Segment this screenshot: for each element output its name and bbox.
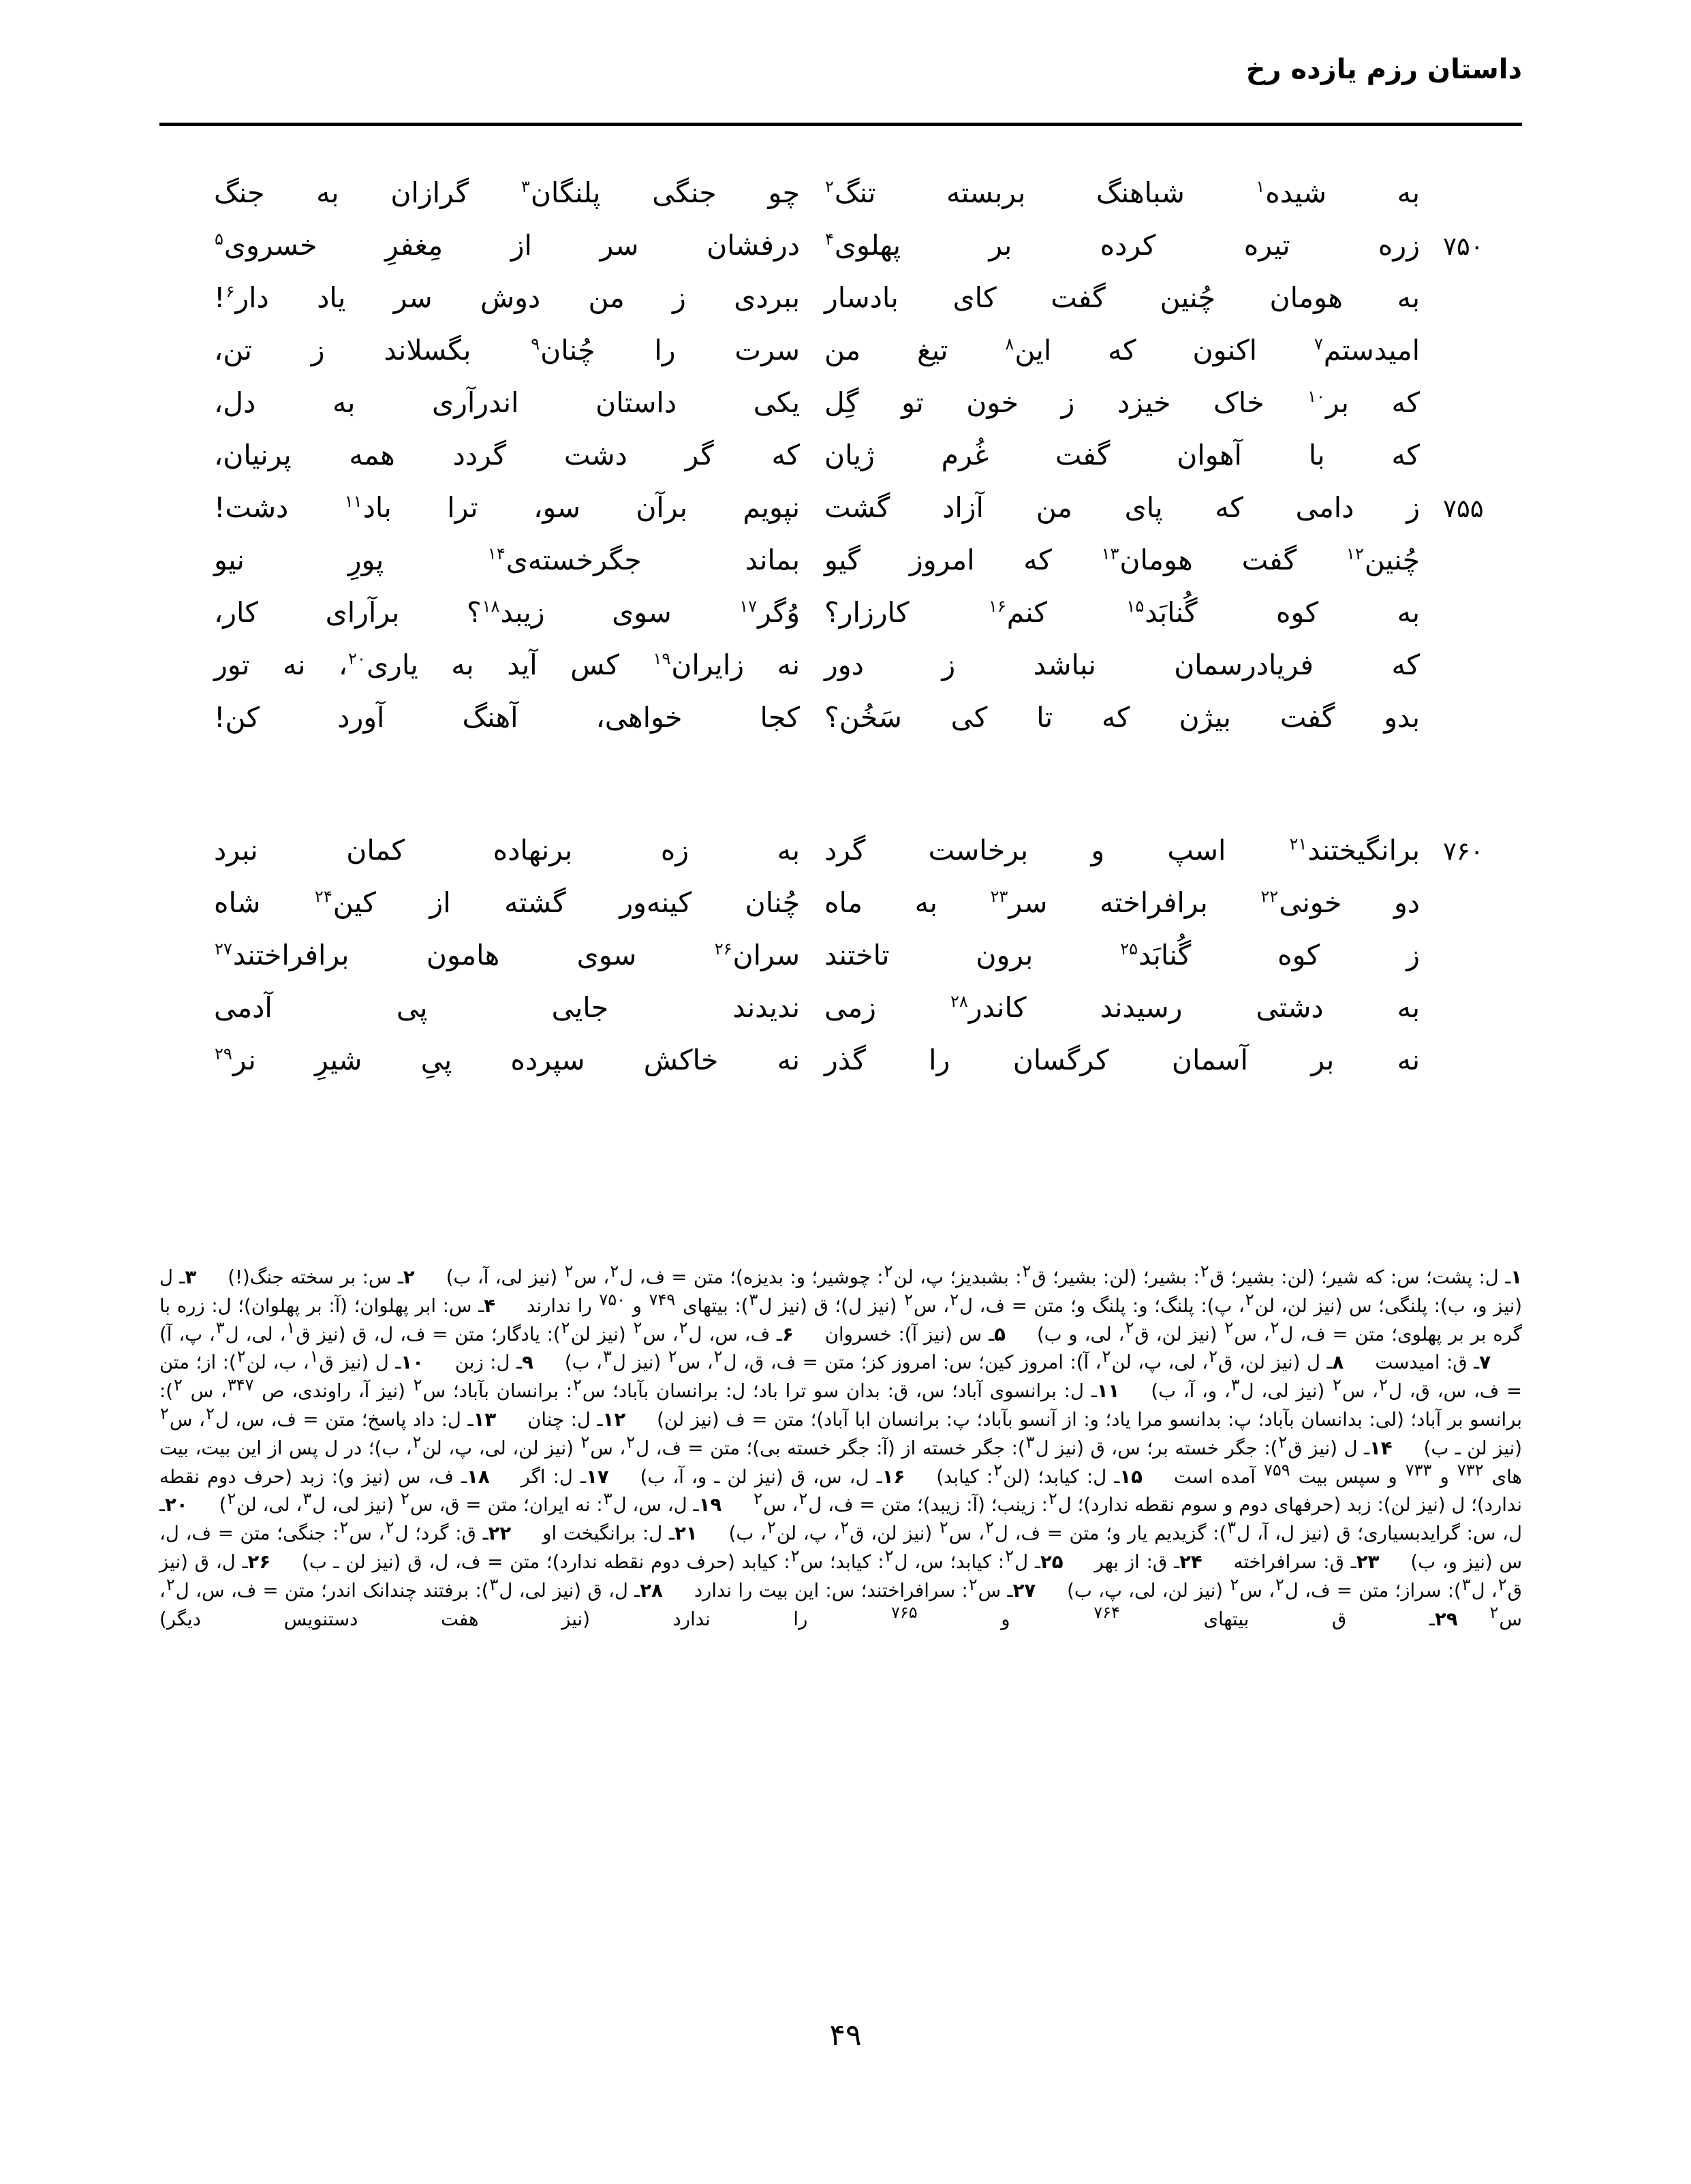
verse-line (159, 941, 1522, 993)
note-number: ۲۵ (1040, 1550, 1064, 1573)
apparatus-note (159, 1603, 1458, 1630)
note-number: ۲۸ (640, 1579, 663, 1602)
apparatus-note (521, 1466, 609, 1488)
note-number: ۹ (522, 1352, 533, 1374)
verse-line (159, 598, 1522, 651)
note-number: ۳ (185, 1266, 197, 1288)
note-text: ـ ل: برانسوی آباد؛ س، ق: بدان سو ترا باد؛ ل: برانسان بآباد؛ س$^۲$: برانسان بآباد؛ س$^۲$ (نیز آ، راوندی، ص $^{۳۴۷}$، س $^۲$): برانسو بر آباد؛ (لی: بدانسان بآباد؛ پ: بدانسو مرا یاد؛ و: از آنسو بآباد؛ پ: برانسان ابا آباد)؛ متن = ف (نیز لن) (159, 1375, 1522, 1431)
note-number: ۱۵ (1119, 1465, 1143, 1488)
apparatus-note (1234, 1551, 1380, 1573)
verse-stanza (159, 178, 1522, 755)
note-text: ـ ل، س: گرایدبسیاری؛ ق (نیز ل، آ، ل$^۳$): گزیدیم یار و؛ متن = ف، ل$^۲$، س$^۲$ (نیز لن، ق$^۲$، پ، لن$^۲$، ب) (159, 1494, 1523, 1545)
note-number: ۱۸ (467, 1465, 490, 1488)
note-text: ـ ل (نیز ق$^۲$): جگر خسته بر؛ س، ق (نیز ل$^۳$): جگر خسته از (آ: جگر خسته بی)؛ متن = ف، ل$^۲$، س$^۲$ (نیز لن، لی، پ، لن$^۲$، ب)؛ در ل پس از این بیت، بیت های $^{۷۳۲}$ و $^{۷۳۳}$ و سپس بیت $^{۷۵۹}$ آمده است (159, 1432, 1523, 1488)
hemistich-right: ز دامی که پای من آزاد گشت (824, 491, 1420, 524)
verse-number: ۷۶۰ (1443, 837, 1484, 866)
note-text: ـ س (نیز آ): خسروان (824, 1323, 995, 1345)
verse-line (159, 836, 1522, 888)
hemistich-left: چُنان کینه‌ور گشته از کین$^{۲۴}$ شاه (214, 886, 800, 919)
note-text: ـ ل: پشت؛ س: که شیر؛ (لن: بشیر؛ ق$^۲$: بشیر؛ (لن: بشیر؛ ق$^۲$: بشبدیز؛ پ، لن$^۲$: چوشیر؛ و: بدیزه)؛ متن = ف، ل$^۲$، س$^۲$ (نیز لی، آ، ب) (446, 1261, 1511, 1288)
hemistich-left: چو جنگی پلنگان$^۳$ گرازان به جنگ (214, 176, 800, 209)
header-divider-rule (159, 123, 1522, 126)
note-number: ۲۷ (1012, 1579, 1036, 1602)
apparatus-note (455, 1352, 533, 1373)
note-number: ۸ (1332, 1352, 1344, 1374)
note-text: ـ ق: گرد؛ ل$^۲$، س$^۲$: جنگی؛ متن = ف، ل، س (نیز و، ب) (159, 1518, 1523, 1573)
hemistich-right: به هومان چُنین گفت کای بادسار (824, 281, 1420, 314)
apparatus-note (1375, 1352, 1491, 1373)
hemistich-left: نه خاکش سپرده پیِ شیرِ نر$^{۲۹}$ (215, 1044, 800, 1076)
note-text: ـ ل: برانگیخت او (542, 1523, 675, 1545)
verse-number: ۷۵۰ (1443, 232, 1484, 261)
apparatus-note (936, 1461, 1143, 1488)
verse-line (159, 703, 1522, 755)
apparatus-note (159, 1318, 794, 1345)
hemistich-right: که بر$^{۱۰}$ خاک خیزد ز خون تو گِل (824, 386, 1420, 419)
verse-line (159, 888, 1522, 941)
hemistich-right: که با آهوان گفت غُرم ژیان (824, 439, 1420, 471)
note-text: ـ ل، ق (نیز لی، ل$^۳$): برفتند چندانک اندر؛ متن = ف، س، ل$^۲$، س$^۲$ (159, 1574, 1522, 1630)
hemistich-left: سران$^{۲۶}$ سوی هامون برافراختند$^{۲۷}$ (215, 939, 800, 971)
note-text: ـ ل (نیز لن، ق$^۲$، لی، پ، لن$^۲$، آ): امروز کین؛ س: امروز کز؛ متن = ف، ق، ل$^۲$، س$^۲$ (نیز ل$^۳$، ب) (564, 1347, 1333, 1374)
note-text: ـ ل، س، ق (نیز لن ـ و، آ، ب) (640, 1465, 882, 1488)
note-number: ۱۳ (473, 1408, 497, 1431)
note-number: ۲۲ (488, 1523, 512, 1545)
apparatus-note (219, 1489, 722, 1516)
note-number: ۲۶ (247, 1550, 271, 1573)
note-text: ـ ل (نیز ق$^۱$، ب، لن$^۲$): از؛ متن = ف، س، ق، ل$^۲$، س$^۲$ (نیز لی، ل$^۳$، و، آ، ب) (159, 1347, 1523, 1403)
note-number: ۱۱ (1096, 1380, 1120, 1403)
hemistich-left: سرت را چُنان$^۹$ بگسلاند ز تن، (214, 334, 800, 366)
note-number: ۲۳ (1356, 1550, 1380, 1573)
note-number: ۲۴ (1179, 1550, 1203, 1573)
hemistich-right: به کوه گُنابَد$^{۱۵}$ کنم$^{۱۶}$ کارزار؟ (824, 596, 1420, 629)
note-text: ـ س: بر سخته جنگ(!) (228, 1266, 403, 1288)
hemistich-left: کجا خواهی، آهنگ آورد کن! (214, 701, 800, 734)
note-text: ـ ل، ق (نیز ق$^۲$، ل$^۳$): سراز؛ متن = ف، ل$^۲$، س$^۲$ (نیز لن، لی، پ، ب) (159, 1550, 1522, 1602)
critical-apparatus-footnotes (159, 1261, 1523, 1634)
hemistich-right: بدو گفت بیژن که تا کی سَخُن؟ (824, 701, 1420, 734)
apparatus-note (640, 1466, 905, 1488)
hemistich-left: که گر دشت گردد همه پرنیان، (214, 439, 800, 471)
verse-line (159, 283, 1522, 336)
apparatus-note (564, 1347, 1344, 1374)
hemistich-right: چُنین$^{۱۲}$ گفت هومان$^{۱۳}$ که امروز گیو (824, 544, 1421, 576)
note-number: ۲ (403, 1266, 415, 1288)
note-text: ـ ق: از بهر (1094, 1550, 1180, 1573)
note-number: ۱۰ (401, 1352, 424, 1374)
note-text: ـ ق: سرافراخته (1233, 1550, 1356, 1573)
note-number: ۱۷ (586, 1465, 609, 1488)
hemistich-left: بماند جگرخسته‌ی$^{۱۴}$ پورِ نیو (214, 544, 800, 576)
hemistich-left: ببردی ز من دوش سر یاد دار$^۶$! (214, 281, 800, 314)
hemistich-right: زره تیره کرده بر پهلوی$^۴$ (825, 229, 1420, 262)
hemistich-right: امیدستم$^۷$ اکنون که این$^۸$ تیغ من (824, 334, 1421, 366)
note-text: ـ س: ابر پهلوان؛ (آ: بر پهلوان)؛ ل: زره با گره بر بر پهلوی؛ متن = ف، ل$^۲$، س$^۲$ (نیز لن، ق$^۲$، لی، و ب) (159, 1294, 1523, 1345)
hemistich-left: به زه برنهاده کمان نبرد (214, 834, 800, 867)
verse-line (159, 993, 1522, 1046)
note-text: ـ ق بیتهای $^{۷۶۴}$ و $^{۷۶۵}$ را ندارد (نیز هفت دستنویس دیگر) (159, 1603, 1435, 1630)
verse-stanza (159, 836, 1522, 1098)
note-text: ـ س$^۲$: سرافراختند؛ س: این بیت را ندارد (694, 1574, 1013, 1602)
verse-body (159, 178, 1522, 1098)
note-number: ۱۹ (698, 1494, 722, 1516)
note-number: ۲۱ (674, 1523, 698, 1545)
verse-line (159, 178, 1522, 231)
hemistich-left: نه زایران$^{۱۹}$ کس آید به یاری$^{۲۰}$، نه تور (214, 649, 800, 681)
note-text: ـ ل$^۲$: کیابد؛ س، ل$^۲$: کیابد؛ س$^۲$: کیابد (حرف دوم نقطه ندارد)؛ متن = ف، ل، ق (نیز لن ـ ب) (302, 1546, 1040, 1573)
note-number: ۷ (1479, 1352, 1491, 1374)
note-text: ـ ل: اگر (521, 1465, 587, 1488)
apparatus-note (694, 1574, 1036, 1602)
page-number: ۴۹ (829, 2018, 862, 2053)
apparatus-note (527, 1409, 625, 1431)
note-text: ـ ل: کیابد؛ (لن$^۲$: کیابد) (936, 1461, 1120, 1488)
hemistich-left: ندیدند جایی پی آدمی (214, 991, 800, 1024)
hemistich-right: ز کوه گُنابَد$^{۲۵}$ برون تاختند (824, 939, 1420, 971)
hemistich-left: یکی داستان اندرآری به دل، (214, 386, 800, 419)
note-text: ـ ق: امیدست (1375, 1352, 1480, 1374)
note-number: ۱ (1510, 1266, 1523, 1288)
note-number: ۲۹ (1434, 1608, 1458, 1630)
note-text: ـ ف، س (نیز و): زبد (حرف دوم نقطه ندارد)؛ ل (نیز لن): زبد (حرفهای دوم و سوم نقطه ندارد)؛ ل$^۲$: زینب؛ (آ: زیبد)؛ متن = ف، ل$^۲$، س$^۲$ (159, 1465, 1523, 1516)
verse-line (159, 1046, 1522, 1098)
note-number: ۱۶ (882, 1465, 905, 1488)
note-text: ـ ف، س، ل$^۲$، س$^۲$ (نیز لن$^۲$): یادگار؛ متن = ف، ل، ق (نیز ق$^۱$، لی، ل$^۳$، پ، آ) (159, 1318, 782, 1345)
note-number: ۱۲ (602, 1408, 626, 1431)
apparatus-note (1095, 1551, 1203, 1573)
note-number: ۴ (484, 1294, 495, 1317)
verse-line (159, 441, 1522, 493)
hemistich-left: وُگر$^{۱۷}$ سوی زیبد$^{۱۸}$؟ برآرای کار، (214, 596, 801, 629)
apparatus-note (228, 1266, 414, 1288)
verse-line (159, 336, 1522, 388)
hemistich-right: که فریادرسمان نباشد ز دور (824, 649, 1420, 681)
note-number: ۶ (781, 1323, 794, 1345)
verse-line (159, 493, 1522, 546)
running-head: داستان رزم یازده رخ (1245, 54, 1522, 85)
hemistich-left: درفشان سر از مِغفرِ خسروی$^۵$ (215, 229, 800, 262)
hemistich-right: دو خونی$^{۲۲}$ برافراخته سر$^{۲۳}$ به ماه (824, 886, 1420, 919)
apparatus-note (302, 1546, 1064, 1573)
verse-line (159, 546, 1522, 598)
note-text: ـ ل: زبن (454, 1352, 523, 1374)
verse-line (159, 388, 1522, 441)
hemistich-right: به شیده$^۱$ شباهنگ بربسته تنگ$^۲$ (825, 176, 1421, 209)
hemistich-left: نپویم برآن سو، ترا باد$^{۱۱}$ دشت! (214, 491, 800, 524)
note-number: ۵ (994, 1323, 1006, 1345)
verse-line (159, 231, 1522, 283)
note-number: ۱۴ (1369, 1437, 1393, 1459)
apparatus-note (446, 1261, 1523, 1288)
note-text: ـ ل: داد پاسخ؛ متن = ف، س، ل$^۲$، س$^۲$ (نیز لن ـ ب) (160, 1403, 1522, 1459)
apparatus-note (825, 1324, 1006, 1345)
hemistich-right: نه بر آسمان کرگسان را گذر (824, 1044, 1420, 1076)
note-number: ۲۰ (165, 1494, 188, 1516)
hemistich-right: برانگیختند$^{۲۱}$ اسپ و برخاست گرد (824, 834, 1420, 867)
verse-number: ۷۵۵ (1443, 494, 1484, 523)
note-text: ـ ل، س، ل$^۳$: نه ایران؛ متن = ق، س$^۲$ (نیز لی، ل$^۳$، لی، لن$^۲$) (219, 1489, 699, 1516)
hemistich-right: به دشتی رسیدند کاندر$^{۲۸}$ زمی (824, 991, 1420, 1024)
verse-line (159, 651, 1522, 703)
note-text: ـ ل (نیز و، ب): پلنگی؛ س (نیز لن، لن$^۲$، پ): پلنگ؛ و: پلنگ و؛ متن = ف، ل$^۲$، س$^۲$ (نیز ل)؛ ق (نیز ل$^۳$): بیتهای $^{۷۴۹}$ و $^{۷۵۰}$ را ندارند (159, 1266, 1522, 1317)
note-text: ـ ل: چنان (527, 1408, 603, 1431)
apparatus-note (542, 1523, 697, 1544)
